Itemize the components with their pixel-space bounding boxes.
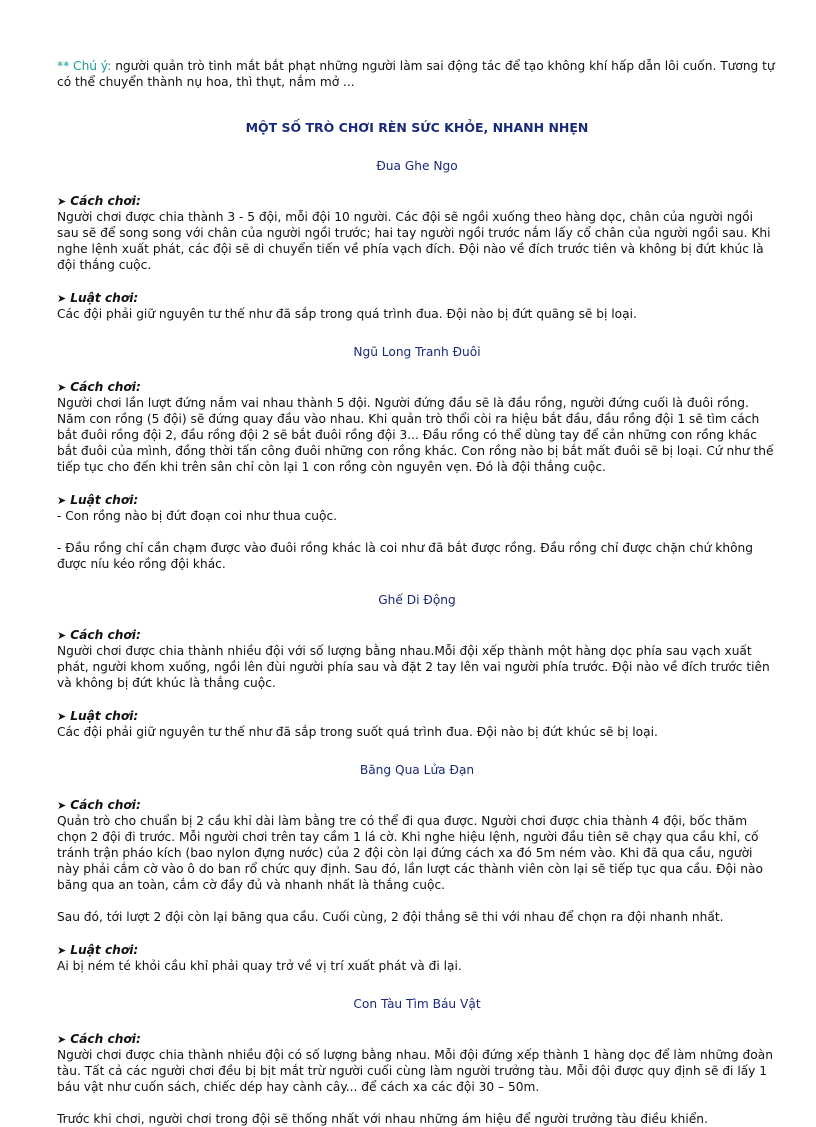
rules-label: ➤ Luật chơi:: [57, 943, 139, 957]
how-to-play-label: ➤ Cách chơi:: [57, 194, 141, 208]
rules-text: - Đầu rồng chỉ cần chạm được vào đuôi rồng khác là coi như đã bắt được rồng. Đầu rồng chỉ được chặn chứ không được níu kéo rồng đội khác.: [57, 541, 753, 571]
note-label: ** Chú ý:: [57, 59, 112, 73]
game-title: Băng Qua Lửa Đạn: [359, 763, 475, 777]
arrow-icon: ➤: [57, 381, 67, 394]
arrow-icon: ➤: [57, 629, 67, 642]
how-to-play-label: ➤ Cách chơi:: [57, 1032, 141, 1046]
how-to-play-text: Người chơi được chia thành nhiều đội với số lượng bằng nhau.Mỗi đội xếp thành một hàng dọc phía sau vạch xuất phát, người khom xuống, ngồi lên đùi người phía sau và đặt 2 tay lên vai người phía trước. Đội nào về đích trước tiên và không bị đứt khúc là thắng cuộc.: [57, 644, 770, 690]
rules-text: Các đội phải giữ nguyên tư thế như đã sắp trong suốt quá trình đua. Đội nào bị đứt khúc sẽ bị loại.: [57, 725, 658, 739]
note-text: người quản trò tinh mắt bắt phạt những người làm sai động tác để tạo không khí hấp dẫn lôi cuốn. Tương tự có thể chuyển thành nụ hoa, thì thụt, nắm mở ...: [57, 59, 775, 89]
note-paragraph: [57, 58, 777, 90]
rules-label: ➤ Luật chơi:: [57, 493, 139, 507]
game-title: Ghế Di Động: [378, 593, 456, 607]
game-title: Con Tàu Tìm Báu Vật: [353, 997, 481, 1011]
arrow-icon: ➤: [57, 710, 67, 723]
how-to-play-text: Sau đó, tới lượt 2 đội còn lại băng qua cầu. Cuối cùng, 2 đội thắng sẽ thi với nhau để chọn ra đội nhanh nhất.: [57, 910, 724, 924]
how-to-play-text: Người chơi được chia thành nhiều đội có số lượng bằng nhau. Mỗi đội đứng xếp thành 1 hàng dọc để làm những đoàn tàu. Tất cả các người chơi đều bị bịt mắt trừ người cuối cùng làm người trưởng tàu. Mỗi đội được quy định sẽ đi lấy 1 báu vật như cuốn sách, chiếc dép hay cành cây... để cách xa các đội 30 – 50m.: [57, 1048, 773, 1094]
how-to-play-text: Trước khi chơi, người chơi trong đội sẽ thống nhất với nhau những ám hiệu để người trưởng tàu điều khiển.: [57, 1112, 708, 1126]
how-to-play-label: ➤ Cách chơi:: [57, 798, 141, 812]
arrow-icon: ➤: [57, 195, 67, 208]
rules-text: Các đội phải giữ nguyên tư thế như đã sắp trong quá trình đua. Đội nào bị đứt quãng sẽ bị loại.: [57, 307, 637, 321]
game-title: Ngũ Long Tranh Đuôi: [353, 345, 481, 359]
rules-text: Ai bị ném té khỏi cầu khỉ phải quay trở về vị trí xuất phát và đi lại.: [57, 959, 462, 973]
how-to-play-text: Quản trò cho chuẩn bị 2 cầu khỉ dài làm bằng tre có thể đi qua được. Người chơi được chia thành 4 đội, bốc thăm chọn 2 đội đi trước. Mỗi người chơi trên tay cầm 1 lá cờ. Khi nghe hiệu lệnh, người đầu tiên sẽ chạy qua cầu khỉ, cố tránh trận pháo kích (bao nylon đựng nước) của 2 đội còn lại đứng cách xa đó 5m ném vào. Khi đã qua cầu, người này phải cắm cờ vào ô do ban rổ chức quy định. Sau đó, lần lượt các thành viên còn lại sẽ tiếp tục qua cầu. Đội nào băng qua an toàn, cắm cờ đầy đủ và nhanh nhất là thắng cuộc.: [57, 814, 763, 892]
game-title: Đua Ghe Ngo: [376, 159, 458, 173]
document-page: [57, 58, 777, 1127]
rules-text: - Con rồng nào bị đứt đoạn coi như thua cuộc.: [57, 509, 338, 523]
how-to-play-label: ➤ Cách chơi:: [57, 628, 141, 642]
how-to-play-text: Người chơi lần lượt đứng nắm vai nhau thành 5 đội. Người đứng đầu sẽ là đầu rồng, người đứng cuối là đuôi rồng. Năm con rồng (5 đội) sẽ đứng quay đầu vào nhau. Khi quản trò thổi còi ra hiệu bắt đầu, đầu rồng đội 1 sẽ tìm cách bắt đuôi rồng đội 2, đầu rồng đội 2 sẽ bắt đuôi rồng đội 3... Đầu rồng có thể dùng tay để cản những con rồng khác bắt đuôi của mình, đồng thời tấn công đuôi những con rồng khác. Con rồng nào bị bắt mất đuôi sẽ bị loại. Cứ như thế tiếp tục cho đến khi trên sân chỉ còn lại 1 con rồng còn nguyên vẹn. Đó là đội thắng cuộc.: [57, 396, 774, 474]
how-to-play-label: ➤ Cách chơi:: [57, 380, 141, 394]
rules-label: ➤ Luật chơi:: [57, 291, 139, 305]
arrow-icon: ➤: [57, 1033, 67, 1046]
arrow-icon: ➤: [57, 292, 67, 305]
arrow-icon: ➤: [57, 799, 67, 812]
arrow-icon: ➤: [57, 944, 67, 957]
rules-label: ➤ Luật chơi:: [57, 709, 139, 723]
main-title: MỘT SỐ TRÒ CHƠI RÈN SỨC KHỎE, NHANH NHẸN: [245, 120, 589, 135]
arrow-icon: ➤: [57, 494, 67, 507]
how-to-play-text: Người chơi được chia thành 3 - 5 đội, mỗi đội 10 người. Các đội sẽ ngồi xuống theo hàng dọc, chân của người ngồi sau sẽ để song song với chân của người ngồi trước; hai tay người ngồi trước nắm lấy cổ chân của người ngồi sau. Khi nghe lệnh xuất phát, các đội sẽ di chuyển tiến về phía vạch đích. Đội nào về đích trước tiên và không bị đứt khúc là đội thắng cuộc.: [57, 210, 771, 272]
